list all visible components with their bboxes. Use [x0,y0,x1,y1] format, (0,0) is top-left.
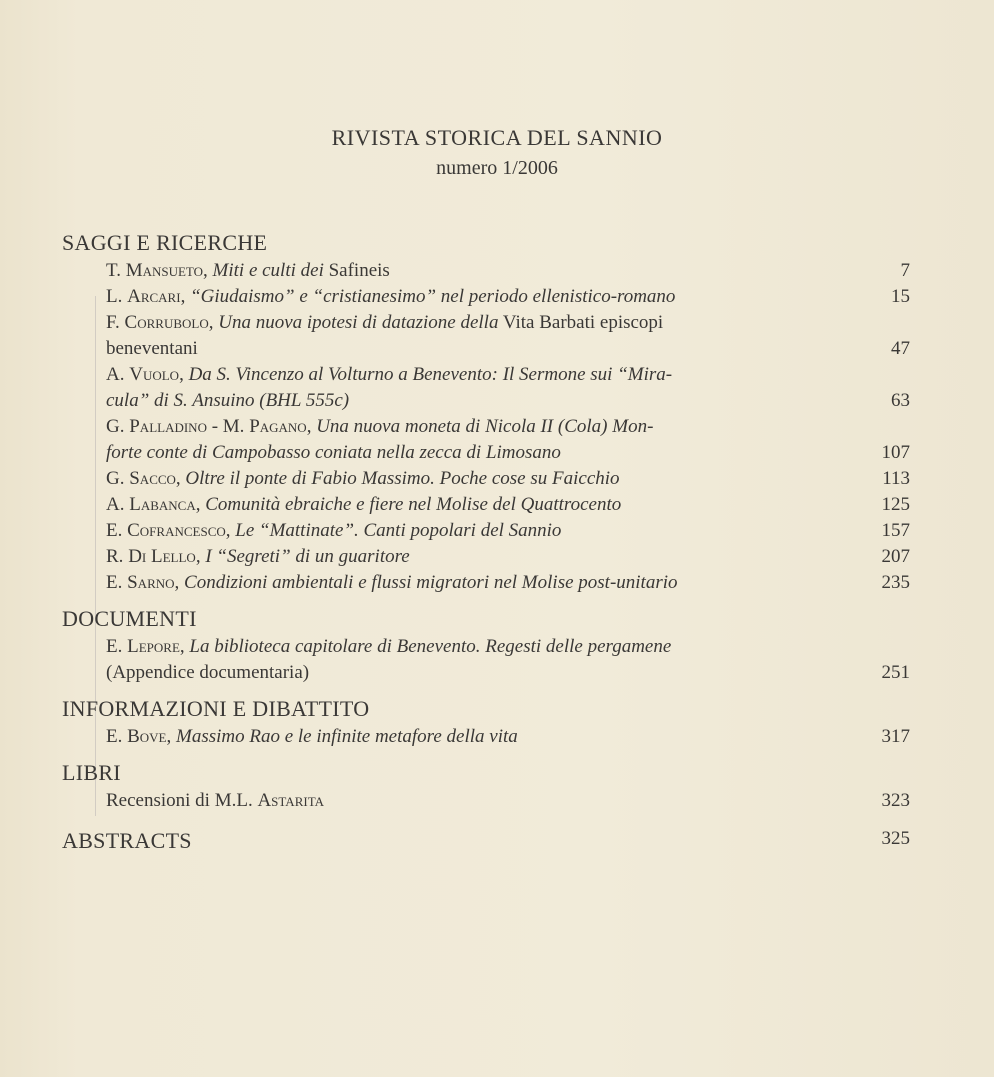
toc-entry: G. Sacco, Oltre il ponte di Fabio Massimo. Poche cose su Faicchio 113 [106,466,912,492]
toc-entry: E. Lepore, La biblioteca capitolare di Benevento. Regesti delle pergamene (Appendice documentaria) 251 [106,634,912,686]
section-heading: LIBRI [62,760,121,785]
toc-entry: E. Cofrancesco, Le “Mattinate”. Canti popolari del Sannio 157 [106,518,912,544]
page-number: 323 [881,790,910,811]
toc-entry: T. Mansueto, Miti e culti dei Safineis 7 [106,258,912,284]
table-of-contents [62,228,912,856]
toc-entry: G. Palladino - M. Pagano, Una nuova moneta di Nicola II (Cola) Mon- forte conte di Campobasso coniata nella zecca di Limosano 107 [106,414,912,466]
toc-entry: E. Sarno, Condizioni ambientali e flussi migratori nel Molise post-unitario 235 [106,570,912,596]
page-number: 235 [881,572,910,593]
page-number: 325 [881,828,910,849]
page-number: 63 [891,390,910,411]
page-number: 15 [891,286,910,307]
journal-title: RIVISTA STORICA DEL SANNIO [331,125,663,150]
toc-entry: F. Corrubolo, Una nuova ipotesi di datazione della Vita Barbati episcopi beneventani 47 [106,310,912,362]
section-heading: DOCUMENTI [62,606,197,631]
section-heading: SAGGI E RICERCHE [62,230,268,255]
toc-entry: A. Labanca, Comunità ebraiche e fiere nel Molise del Quattrocento 125 [106,492,912,518]
toc-entry: A. Vuolo, Da S. Vincenzo al Volturno a Benevento: Il Sermone sui “Mira- cula” di S. Ansuino (BHL 555c) 63 [106,362,912,414]
toc-entry: Recensioni di M.L. Astarita 323 [106,788,912,814]
page-number: 251 [881,662,910,683]
section-heading: ABSTRACTS [62,828,192,853]
page-number: 47 [891,338,910,359]
page-number: 107 [881,442,910,463]
issue-number: numero 1/2006 [436,157,558,179]
page-number: 317 [881,726,910,747]
page-number: 157 [881,520,910,541]
toc-entry: R. Di Lello, I “Segreti” di un guaritore 207 [106,544,912,570]
toc-entry [62,826,912,856]
page-number: 207 [881,546,910,567]
toc-entry: L. Arcari, “Giudaismo” e “cristianesimo” nel periodo ellenistico-romano 15 [106,284,912,310]
page-number: 125 [881,494,910,515]
toc-entry: E. Bove, Massimo Rao e le infinite metafore della vita 317 [106,724,912,750]
page-number: 7 [900,260,910,281]
section-heading: INFORMAZIONI E DIBATTITO [62,696,370,721]
page-number: 113 [882,468,910,489]
